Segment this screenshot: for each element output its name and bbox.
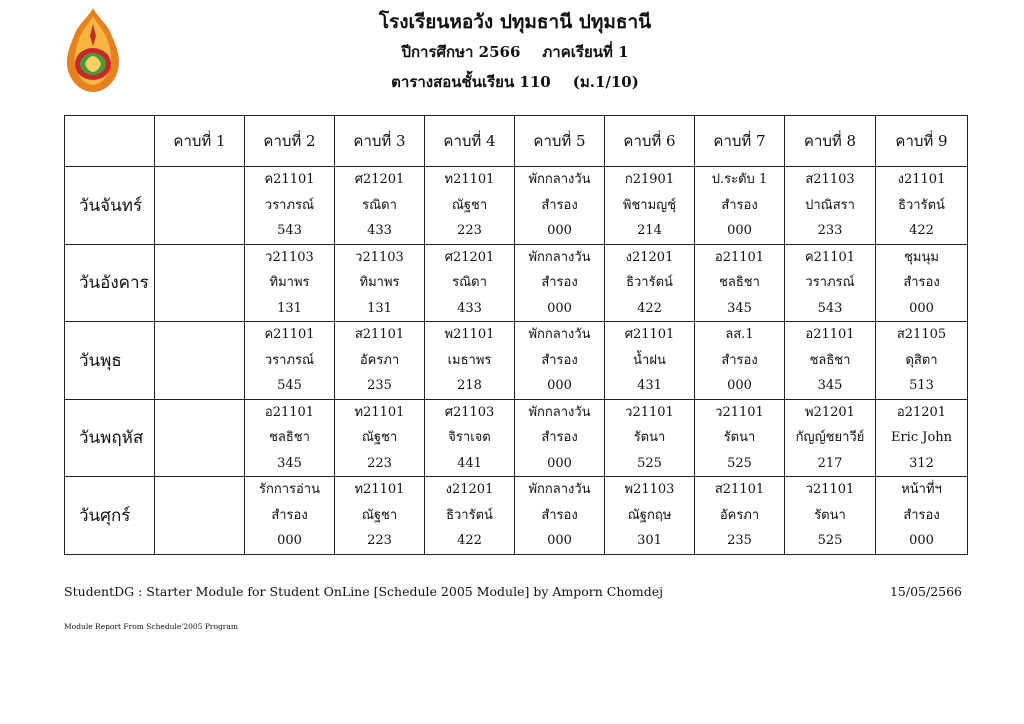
subject-room: 525	[727, 455, 752, 471]
schedule-cell	[605, 322, 695, 400]
day-row	[65, 244, 968, 322]
subject-teacher: เมธาพร	[447, 352, 492, 368]
period-header: คาบที่ 8	[785, 116, 876, 167]
subject-teacher: ธิวารัตน์	[626, 275, 673, 290]
subject-room: 000	[547, 455, 572, 471]
subject-room: 000	[727, 378, 752, 393]
footer-date: 15/05/2566	[889, 584, 962, 599]
footer-credit: StudentDG : Starter Module for Student OnLine [Schedule 2005 Module] by Amporn Chomdej	[64, 584, 664, 599]
subject-code: พักกลางวัน	[528, 404, 591, 420]
subject-code: ท21101	[354, 404, 405, 420]
document-header	[300, 8, 730, 96]
period-header: คาบที่ 2	[245, 116, 335, 167]
subject-code: ส21105	[896, 327, 947, 342]
schedule-cell	[425, 399, 515, 477]
subject-teacher: อัครภา	[359, 352, 400, 368]
schedule-cell	[785, 244, 876, 322]
subject-room: 223	[367, 533, 392, 548]
subject-code: ค21101	[264, 172, 315, 187]
subject-teacher: สำรอง	[541, 430, 578, 445]
subject-teacher: อัครภา	[719, 507, 760, 523]
schedule-cell	[335, 322, 425, 400]
day-row	[65, 399, 968, 477]
subject-code: ง21101	[897, 172, 946, 187]
schedule-cell	[876, 399, 968, 477]
subject-code: พักกลางวัน	[528, 249, 591, 265]
day-label: วันพฤหัส	[65, 399, 155, 477]
period-header: คาบที่ 3	[335, 116, 425, 167]
subject-code: ง21201	[445, 482, 494, 497]
schedule-cell	[515, 167, 605, 245]
subject-room: 422	[909, 223, 934, 238]
subject-room: 223	[367, 455, 392, 471]
subject-room: 431	[637, 378, 662, 393]
subject-room: 433	[457, 300, 482, 316]
subject-room: 345	[727, 300, 752, 316]
subject-code: ค21101	[804, 249, 856, 265]
class-code: (ม.1/10)	[572, 73, 639, 91]
schedule-cell	[335, 477, 425, 555]
day-label: วันศุกร์	[65, 477, 155, 555]
subject-code: อ21101	[714, 249, 765, 265]
subject-teacher: จิราเจต	[448, 430, 491, 445]
subject-teacher: สำรอง	[903, 275, 940, 290]
schedule-cell	[335, 167, 425, 245]
period-header: คาบที่ 7	[695, 116, 785, 167]
semester: ภาคเรียนที่ 1	[542, 43, 629, 61]
academic-year: ปีการศึกษา 2566	[401, 43, 521, 61]
period-header: คาบที่ 1	[155, 116, 245, 167]
subject-room: 000	[909, 533, 934, 548]
subject-teacher: ดุสิตา	[905, 352, 938, 368]
schedule-cell	[515, 244, 605, 322]
subject-room: 422	[637, 300, 662, 316]
subject-room: 441	[457, 455, 482, 471]
subject-teacher: สำรอง	[541, 197, 578, 213]
schedule-cell	[245, 399, 335, 477]
schedule-cell	[245, 244, 335, 322]
schedule-cell	[245, 322, 335, 400]
subject-code: ชุมนุม	[904, 249, 939, 265]
subject-teacher: ณัฐชา	[451, 197, 488, 213]
day-row	[65, 167, 968, 245]
subject-teacher: ชลธิชา	[809, 352, 851, 368]
schedule-cell	[155, 167, 245, 245]
subject-code: ว21103	[265, 249, 314, 265]
subject-code: อ21101	[805, 327, 855, 342]
subject-room: 131	[367, 300, 392, 316]
subject-room: 000	[547, 223, 572, 238]
timetable	[64, 115, 968, 555]
schedule-title: ตารางสอนชั้นเรียน 110	[391, 73, 551, 91]
schedule-cell	[245, 477, 335, 555]
subject-teacher: ณัฐกฤษ	[627, 507, 672, 523]
subject-code: อ21101	[264, 404, 315, 420]
subject-code: ส21101	[354, 327, 405, 342]
subject-teacher: ทิมาพร	[359, 275, 400, 290]
subject-teacher: กัญญ์ชยาวีย์	[795, 430, 865, 445]
subject-room: 422	[457, 533, 482, 548]
subject-teacher: ชลธิชา	[269, 430, 310, 445]
subject-teacher: พิชามญชุ์	[622, 197, 677, 213]
subject-room: 525	[637, 455, 662, 471]
subject-room: 217	[817, 455, 843, 471]
subject-teacher: น้ำฝน	[633, 352, 666, 368]
schedule-cell	[785, 322, 876, 400]
schedule-cell	[785, 167, 876, 245]
subject-code: ว21103	[355, 249, 404, 265]
day-label: วันจันทร์	[65, 167, 155, 245]
schedule-cell	[695, 399, 785, 477]
schedule-cell	[695, 244, 785, 322]
subject-room: 345	[277, 455, 302, 471]
subject-teacher: ชลธิชา	[719, 275, 760, 290]
subject-code: พ21201	[805, 404, 855, 420]
subject-room: 301	[637, 533, 662, 548]
subject-room: 000	[909, 300, 934, 316]
day-label: วันพุธ	[65, 322, 155, 400]
subject-code: ก21901	[624, 172, 675, 187]
schedule-cell	[425, 167, 515, 245]
subject-teacher: ปาณิสรา	[805, 197, 855, 213]
subject-room: 525	[817, 533, 843, 548]
subject-teacher: สำรอง	[721, 197, 758, 213]
subject-code: พักกลางวัน	[528, 482, 591, 497]
subject-room: 545	[277, 378, 302, 393]
subject-room: 000	[727, 223, 752, 238]
subject-code: อ21201	[896, 404, 947, 420]
subject-room: 543	[817, 300, 843, 316]
schedule-cell	[876, 167, 968, 245]
subject-room: 345	[817, 378, 843, 393]
footer-note: Module Report From Schedule'2005 Program	[64, 622, 238, 631]
schedule-cell	[155, 399, 245, 477]
subject-teacher: รัตนา	[814, 507, 846, 523]
school-emblem-logo	[60, 6, 126, 94]
schedule-cell	[876, 477, 968, 555]
subject-code: ศ21103	[444, 404, 495, 420]
subject-code: ว21101	[805, 482, 855, 497]
subject-code: รักการอ่าน	[258, 482, 320, 497]
subject-code: ท21101	[354, 482, 405, 497]
subject-code: พ21101	[444, 327, 495, 342]
subject-code: ว21101	[715, 404, 764, 420]
schedule-cell	[425, 322, 515, 400]
subject-teacher: สำรอง	[541, 275, 578, 290]
period-header: คาบที่ 6	[605, 116, 695, 167]
schedule-cell	[785, 477, 876, 555]
day-row	[65, 477, 968, 555]
subject-room: 433	[367, 223, 392, 238]
subject-room: 513	[909, 378, 934, 393]
subject-code: ส21101	[714, 482, 765, 497]
subject-teacher: สำรอง	[903, 507, 940, 523]
subject-teacher: วราภรณ์	[264, 197, 315, 213]
subject-code: ค21101	[264, 327, 315, 342]
subject-teacher: ณัฐชา	[361, 430, 398, 445]
subject-room: 233	[817, 223, 843, 238]
schedule-cell	[425, 477, 515, 555]
subject-teacher: สำรอง	[541, 507, 578, 523]
day-label: วันอังคาร	[65, 244, 155, 322]
subject-teacher: วราภรณ์	[264, 352, 315, 368]
subject-teacher: รณิดา	[362, 197, 397, 213]
schedule-cell	[515, 322, 605, 400]
schedule-cell	[605, 244, 695, 322]
schedule-cell	[515, 477, 605, 555]
subject-code: ง21201	[625, 249, 674, 265]
subject-room: 235	[367, 378, 392, 393]
subject-room: 223	[457, 223, 482, 238]
subject-room: 543	[277, 223, 302, 238]
subject-code: ท21101	[444, 172, 495, 187]
subject-teacher: รณิดา	[452, 275, 487, 290]
subject-teacher: ทิมาพร	[269, 275, 310, 290]
schedule-cell	[155, 322, 245, 400]
schedule-cell	[425, 244, 515, 322]
school-name: โรงเรียนหอวัง ปทุมธานี ปทุมธานี	[378, 11, 652, 33]
subject-teacher: Eric John	[890, 430, 953, 445]
period-header: คาบที่ 9	[876, 116, 968, 167]
day-row	[65, 322, 968, 400]
subject-code: พักกลางวัน	[528, 327, 591, 342]
subject-code: ลส.1	[725, 327, 754, 342]
subject-teacher: สำรอง	[271, 507, 308, 523]
schedule-cell	[695, 322, 785, 400]
schedule-cell	[245, 167, 335, 245]
subject-teacher: รัตนา	[723, 430, 756, 445]
subject-room: 235	[727, 533, 752, 548]
schedule-cell	[876, 322, 968, 400]
schedule-cell	[155, 244, 245, 322]
schedule-cell	[605, 477, 695, 555]
period-header-row	[65, 116, 968, 167]
subject-code: พักกลางวัน	[528, 172, 591, 187]
schedule-cell	[605, 167, 695, 245]
schedule-cell	[515, 399, 605, 477]
schedule-cell	[785, 399, 876, 477]
subject-teacher: สำรอง	[721, 352, 758, 368]
subject-code: ศ21201	[354, 172, 405, 187]
schedule-cell	[155, 477, 245, 555]
schedule-cell	[335, 399, 425, 477]
period-header: คาบที่ 5	[515, 116, 605, 167]
schedule-cell	[695, 167, 785, 245]
subject-room: 000	[547, 533, 572, 548]
subject-room: 000	[277, 533, 302, 548]
subject-code: ศ21201	[444, 249, 495, 265]
subject-room: 131	[277, 300, 302, 316]
subject-room: 312	[909, 455, 934, 471]
subject-code: ศ21101	[624, 327, 675, 342]
subject-room: 214	[637, 223, 662, 238]
corner-cell	[65, 116, 155, 167]
subject-code: พ21103	[624, 482, 675, 497]
subject-teacher: วราภรณ์	[805, 275, 855, 290]
schedule-cell	[876, 244, 968, 322]
subject-teacher: สำรอง	[541, 352, 578, 368]
schedule-cell	[605, 399, 695, 477]
subject-code: ส21103	[805, 172, 855, 187]
subject-teacher: ธิวารัตน์	[898, 197, 945, 213]
subject-code: หน้าที่ฯ	[901, 482, 942, 497]
subject-code: ป.ระดับ 1	[711, 172, 768, 187]
subject-room: 218	[457, 378, 482, 393]
subject-code: ว21101	[625, 404, 674, 420]
subject-room: 000	[547, 300, 572, 316]
period-header: คาบที่ 4	[425, 116, 515, 167]
subject-teacher: รัตนา	[633, 430, 666, 445]
schedule-cell	[695, 477, 785, 555]
schedule-cell	[335, 244, 425, 322]
subject-teacher: ณัฐชา	[361, 507, 398, 523]
subject-teacher: ธิวารัตน์	[446, 507, 493, 523]
subject-room: 000	[547, 378, 572, 393]
